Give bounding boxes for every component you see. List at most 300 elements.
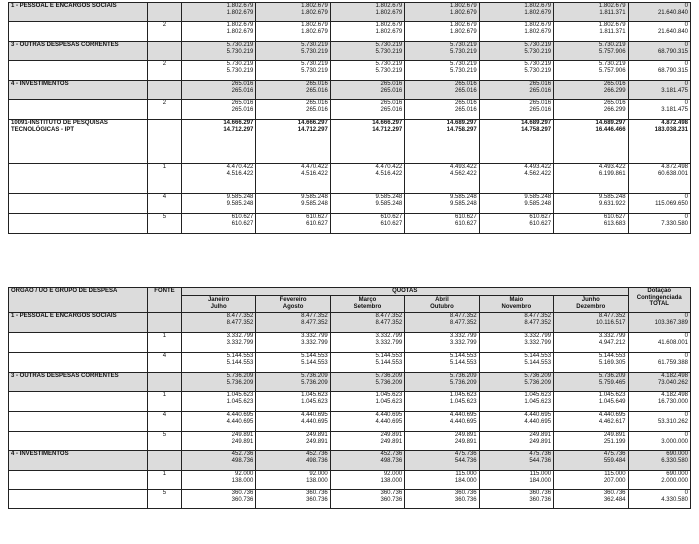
quota-value: 6.199.861 [598,170,626,177]
quota-value: 1.045.649 [598,398,626,405]
quota-value: 610.627 [231,220,254,227]
quota-cell [181,164,255,194]
quota-value: 5.730.219 [524,61,552,67]
quota-cell [554,214,628,234]
row-label [9,432,148,451]
quota-value: 360.736 [380,490,403,496]
quota-value: 610.627 [529,220,552,227]
quota-value: 184.000 [529,477,552,484]
quota-value: 3.332.799 [524,339,552,346]
total-cell [628,164,690,194]
quota-value: 265.016 [454,106,477,113]
total-value: 16.730.000 [657,398,688,405]
row-label: 3 - OUTRAS DESPESAS CORRENTES [9,42,148,61]
total-cell [628,313,690,333]
total-value: 0 [684,214,688,220]
quota-value: 5.730.219 [301,67,328,74]
quota-value: 9.585.248 [598,194,626,200]
quota-value: 1.045.623 [449,398,477,405]
quota-value: 265.016 [603,100,626,106]
quota-value: 265.016 [306,100,328,106]
total-cell [628,3,690,22]
quota-value: 249.891 [454,432,477,438]
quota-cell [256,392,330,412]
quota-cell [330,471,404,490]
total-value: 0 [684,3,688,9]
quota-value: 5.144.553 [598,353,626,359]
quota-cell [479,164,553,194]
total-cell [628,333,690,353]
quota-value: 5.730.219 [301,61,328,67]
fonte-cell [148,3,182,22]
total-value: 183.038.231 [654,126,688,133]
quota-value: 1.802.679 [524,3,552,9]
quota-value: 8.477.352 [375,319,403,326]
quota-value: 4.493.422 [598,164,626,170]
quota-cell [554,194,628,214]
quota-cell [330,313,404,333]
month-label: Julho [210,304,227,310]
quota-value: 1.802.679 [226,9,254,16]
row-label [9,194,148,214]
quota-value: 5.730.219 [226,48,254,55]
quota-cell [330,214,404,234]
quota-value: 5.144.553 [375,353,403,359]
table-row [9,353,691,373]
quota-value: 4.462.617 [598,418,626,425]
quota-value: 5.730.219 [449,67,477,74]
quota-cell [554,373,628,392]
fonte-cell: 2 [148,22,182,42]
quota-cell [330,333,404,353]
row-label [9,333,148,353]
quota-value: 5.730.219 [375,48,403,55]
quota-cell [405,194,479,214]
quota-value: 3.332.799 [226,333,254,339]
quota-cell [405,61,479,81]
month-label: Setembro [353,304,382,310]
quota-cell [479,451,553,471]
quota-value: 452.736 [306,451,328,457]
quota-cell [330,432,404,451]
quota-value: 613.683 [603,220,626,227]
quota-value: 14.689.297 [446,120,477,126]
quota-cell [479,61,553,81]
quota-value: 4.440.695 [226,412,254,418]
total-cell [628,100,690,120]
quota-value: 265.016 [380,100,403,106]
quota-value: 5.730.219 [598,42,626,48]
quota-value: 1.811.371 [599,28,626,35]
quota-value: 9.585.248 [301,194,328,200]
total-cell [628,412,690,432]
quota-value: 5.736.209 [524,373,552,379]
total-value: 68.790.315 [657,67,688,74]
quota-cell [181,392,255,412]
total-value: 4.330.580 [661,496,688,503]
quota-cell [256,214,330,234]
quota-value: 265.016 [231,87,254,94]
fonte-cell: 4 [148,412,182,432]
quota-value: 8.477.352 [375,313,403,319]
quota-cell [256,490,330,509]
quota-cell [405,214,479,234]
total-value: 690.000 [666,451,688,457]
quota-cell [181,313,255,333]
quota-cell [554,490,628,509]
quota-value: 360.736 [529,496,552,503]
quota-value: 4.440.695 [301,412,328,418]
quota-cell [330,81,404,100]
quota-value: 207.000 [603,477,626,484]
quota-value: 138.000 [231,477,254,484]
quota-cell [479,3,553,22]
row-label: 1 - PESSOAL E ENCARGOS SOCIAIS [9,313,148,333]
quota-cell [405,412,479,432]
quota-value: 5.144.553 [375,359,403,366]
quota-cell [181,61,255,81]
table-row [9,412,691,432]
quota-cell [405,373,479,392]
quota-value: 1.802.679 [449,9,477,16]
quota-value: 360.736 [231,490,254,496]
quota-value: 92.000 [383,471,403,477]
fonte-cell [148,373,182,392]
total-cell [628,373,690,392]
total-value: 41.608.001 [657,339,688,346]
quota-value: 265.016 [306,106,328,113]
quota-value: 5.736.209 [301,379,328,386]
fonte-cell: 1 [148,333,182,353]
table-row [9,333,691,353]
fonte-cell: 2 [148,61,182,81]
table-row [9,22,691,42]
quota-value: 9.585.248 [226,200,254,207]
quota-value: 1.802.679 [598,3,626,9]
quota-value: 265.016 [454,81,477,87]
quota-value: 249.891 [454,438,477,445]
quota-value: 610.627 [306,220,328,227]
quota-value: 360.736 [454,496,477,503]
quota-cell [181,333,255,353]
quota-value: 14.689.297 [521,120,552,126]
quota-cell [256,471,330,490]
fonte-cell: 5 [148,214,182,234]
total-cell [628,214,690,234]
quota-cell [181,22,255,42]
fonte-cell: 1 [148,392,182,412]
quota-cell [256,22,330,42]
quota-value: 249.891 [603,432,626,438]
quota-value: 265.016 [529,87,552,94]
quota-value: 1.802.679 [226,28,254,35]
quota-cell [256,81,330,100]
quota-value: 265.016 [529,100,552,106]
quota-value: 10.116.517 [595,319,626,326]
quota-value: 8.477.352 [524,319,552,326]
quota-cell [181,81,255,100]
dotacao-line-2: Contingenciada [636,294,682,301]
table-header [9,288,691,313]
table-row [9,451,691,471]
quota-value: 265.016 [231,81,254,87]
total-value: 21.640.840 [657,28,688,35]
table-row [9,471,691,490]
quota-cell [330,22,404,42]
quota-cell [405,432,479,451]
table-row [9,164,691,194]
quota-value: 14.712.297 [223,126,254,133]
quota-value: 14.666.297 [297,120,328,126]
quota-value: 4.440.695 [226,418,254,425]
quota-value: 249.891 [380,438,403,445]
quota-value: 544.736 [529,457,552,464]
quota-cell [554,61,628,81]
quota-value: 251.199 [603,438,626,445]
quota-cell [479,490,553,509]
total-cell [628,42,690,61]
total-value: 73.040.262 [657,379,688,386]
quota-value: 249.891 [529,432,552,438]
quota-cell [479,120,553,164]
quota-value: 5.736.209 [226,379,254,386]
quota-cell [330,3,404,22]
quota-value: 498.736 [380,457,403,464]
quota-value: 610.627 [380,214,403,220]
budget-table-quotas [8,287,691,509]
month-header [330,296,404,313]
quota-value: 1.045.623 [375,392,403,398]
quota-value: 8.477.352 [449,319,477,326]
quota-cell [181,471,255,490]
quota-value: 1.802.679 [375,3,403,9]
quota-value: 5.144.553 [226,359,254,366]
quota-value: 4.493.422 [524,164,552,170]
quota-cell [554,42,628,61]
quota-cell [479,333,553,353]
table-row [9,3,691,22]
quota-value: 8.477.352 [449,313,477,319]
quota-value: 3.332.799 [449,339,477,346]
quota-cell [554,353,628,373]
quota-value: 1.802.679 [301,28,328,35]
quota-value: 5.730.219 [449,48,477,55]
table-body [9,313,691,509]
quota-cell [330,412,404,432]
quota-value: 14.758.297 [521,126,552,133]
quota-cell [479,100,553,120]
quota-value: 1.045.623 [524,392,552,398]
quota-value: 5.144.553 [301,359,328,366]
quota-cell [256,194,330,214]
quota-value: 5.730.219 [226,42,254,48]
total-value: 103.367.389 [654,319,688,326]
quota-value: 5.736.209 [375,373,403,379]
quota-value: 452.736 [380,451,403,457]
total-cell [628,22,690,42]
month-label: Maio [509,297,524,304]
quota-value: 475.736 [603,451,626,457]
row-label [9,214,148,234]
quota-cell [405,120,479,164]
quota-value: 8.477.352 [301,319,328,326]
total-value: 4.182.498 [661,373,688,379]
quota-value: 4.470.422 [301,164,328,170]
quota-value: 5.144.553 [524,353,552,359]
quota-cell [181,194,255,214]
quota-value: 8.477.352 [226,313,254,319]
quota-value: 14.758.297 [446,126,477,133]
table-row [9,81,691,100]
quota-value: 4.440.695 [524,412,552,418]
quota-value: 92.000 [235,471,254,477]
quota-cell [405,22,479,42]
quota-cell [554,412,628,432]
quota-value: 4.516.422 [375,170,403,177]
month-label: Agosto [282,304,304,310]
total-value: 4.872.498 [661,120,688,126]
quota-value: 3.332.799 [301,339,328,346]
quota-value: 8.477.352 [524,313,552,319]
quota-cell [256,120,330,164]
total-value: 53.310.262 [657,418,688,425]
quota-value: 5.730.219 [226,67,254,74]
quota-cell [479,373,553,392]
total-value: 0 [684,81,688,87]
quota-value: 5.759.465 [598,379,626,386]
fonte-cell: 4 [148,194,182,214]
quota-cell [405,100,479,120]
quota-cell [330,392,404,412]
total-value: 690.000 [666,471,688,477]
row-label [9,353,148,373]
fonte-header: FONTE [148,288,182,313]
quota-value: 5.730.219 [301,48,328,55]
total-value: 0 [684,432,688,438]
quota-cell [181,120,255,164]
fonte-cell: 1 [148,471,182,490]
total-value: 115.069.650 [655,200,688,207]
quota-value: 610.627 [603,214,626,220]
month-label: Dezembro [576,304,606,310]
quota-value: 1.045.623 [301,392,328,398]
quota-cell [256,164,330,194]
quota-value: 5.730.219 [524,48,552,55]
row-label: 4 - INVESTIMENTOS [9,81,148,100]
month-header [554,296,628,313]
table-row [9,194,691,214]
quota-cell [256,3,330,22]
quota-value: 115.000 [604,471,626,477]
quota-cell [554,471,628,490]
quota-cell [330,42,404,61]
quota-value: 265.016 [454,100,477,106]
quota-value: 9.585.248 [449,200,477,207]
quota-value: 360.736 [603,490,626,496]
total-value: 4.872.498 [661,164,688,170]
quota-value: 9.585.248 [226,194,254,200]
quota-value: 360.736 [380,496,403,503]
quota-value: 360.736 [231,496,254,503]
month-header [256,296,330,313]
total-value: 0 [684,333,688,339]
quota-value: 265.016 [603,81,626,87]
quota-value: 498.736 [231,457,254,464]
quota-cell [405,392,479,412]
row-label [9,471,148,490]
dotacao-header [628,288,690,313]
total-value: 0 [684,61,688,67]
quota-value: 138.000 [380,477,403,484]
total-value: 61.759.388 [657,359,688,366]
quotas-header: QUOTAS [181,288,628,296]
quota-value: 4.470.422 [226,164,254,170]
quota-cell [181,412,255,432]
fonte-cell: 5 [148,432,182,451]
table-row [9,42,691,61]
quota-cell [554,81,628,100]
quota-value: 4.947.212 [598,339,626,346]
total-cell [628,451,690,471]
quota-value: 1.802.679 [301,3,328,9]
quota-value: 1.045.623 [449,392,477,398]
fonte-cell [148,81,182,100]
quota-value: 5.169.305 [598,359,626,366]
table-row [9,490,691,509]
quota-value: 265.016 [231,106,254,113]
total-value: 4.182.498 [661,392,688,398]
quota-value: 4.440.695 [598,412,626,418]
quota-value: 265.016 [380,87,403,94]
table-row [9,100,691,120]
quota-cell [405,353,479,373]
quota-cell [554,120,628,164]
table-row [9,120,691,164]
quota-value: 138.000 [306,477,328,484]
quota-cell [554,22,628,42]
quota-cell [330,194,404,214]
quota-value: 249.891 [529,438,552,445]
quota-value: 266.299 [603,87,626,94]
quota-value: 5.730.219 [375,61,403,67]
table-body [9,3,691,234]
quota-value: 5.730.219 [375,67,403,74]
month-label: Novembro [501,304,532,310]
quota-cell [330,164,404,194]
quota-value: 3.332.799 [449,333,477,339]
row-label [9,61,148,81]
quota-cell [256,100,330,120]
fonte-cell: 5 [148,490,182,509]
quota-value: 9.585.248 [375,194,403,200]
quota-value: 1.802.679 [226,22,254,28]
quota-cell [256,451,330,471]
quota-value: 1.045.623 [598,392,626,398]
quota-cell [256,353,330,373]
total-value: 3.181.475 [661,106,688,113]
quota-value: 4.440.695 [301,418,328,425]
quota-value: 1.811.371 [599,9,626,16]
quota-value: 5.144.553 [301,353,328,359]
quota-cell [479,42,553,61]
quota-cell [405,3,479,22]
quota-value: 4.493.422 [449,164,477,170]
quota-value: 5.144.553 [524,359,552,366]
quota-value: 4.516.422 [301,170,328,177]
quota-cell [330,61,404,81]
quota-value: 249.891 [231,438,254,445]
quota-value: 362.484 [603,496,626,503]
